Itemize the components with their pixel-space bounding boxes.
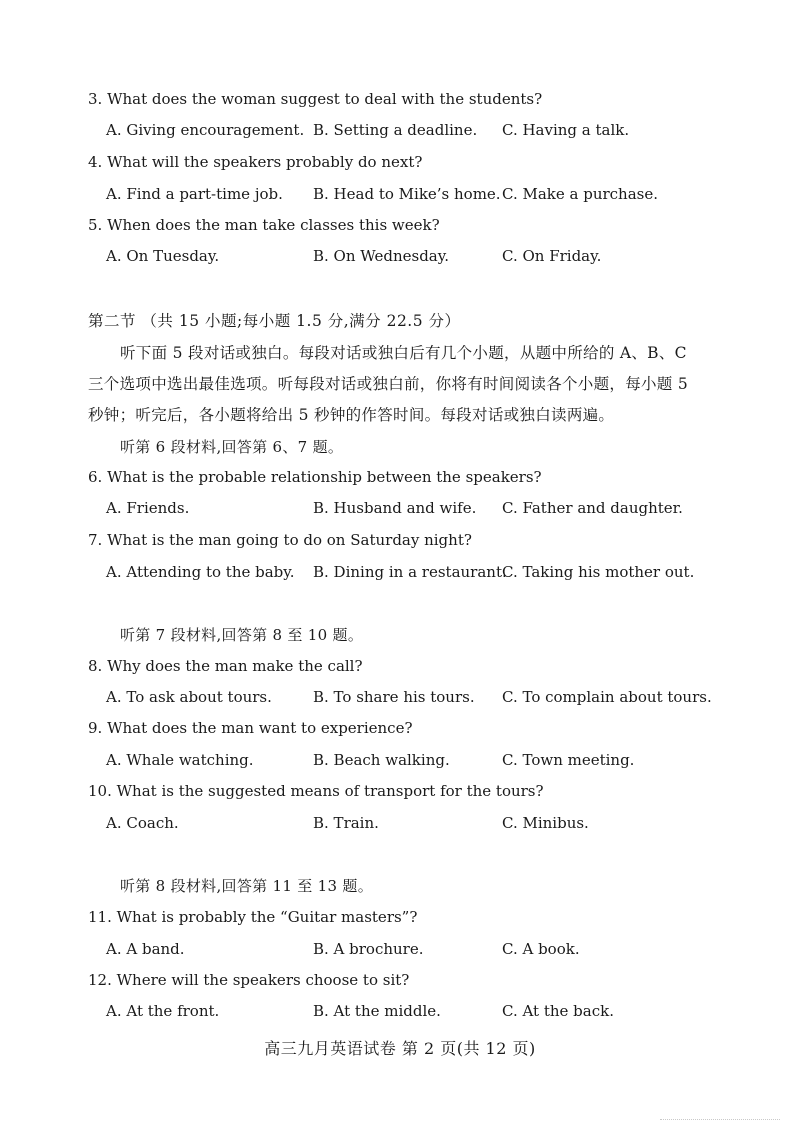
option-a: A. Whale watching. [106, 751, 254, 769]
option-c: C. On Friday. [502, 247, 602, 265]
option-c: C. Father and daughter. [502, 499, 683, 517]
option-b: B. At the middle. [313, 1002, 441, 1020]
option-b: B. Head to Mike’s home. [313, 185, 501, 203]
question-stem: 6. What is the probable relationship between the speakers? [88, 468, 542, 486]
instruction-line: 听下面 5 段对话或独白。每段对话或独白后有几个小题，从题中所给的 A、B、C [120, 344, 687, 362]
option-b: B. Dining in a restaurant. [313, 563, 507, 581]
material-label: 听第 8 段材料,回答第 11 至 13 题。 [120, 877, 373, 895]
question-options [106, 813, 746, 833]
option-a: A. Attending to the baby. [106, 563, 295, 581]
option-b: B. A brochure. [313, 940, 424, 958]
option-c: C. Make a purchase. [502, 185, 659, 203]
option-a: A. A band. [106, 940, 185, 958]
question-stem: 7. What is the man going to do on Saturday night? [88, 531, 472, 549]
option-b: B. Train. [313, 814, 379, 832]
option-a: A. Giving encouragement. [106, 121, 305, 139]
question-stem: 4. What will the speakers probably do next? [88, 153, 423, 171]
material-label: 听第 7 段材料,回答第 8 至 10 题。 [120, 626, 364, 644]
material-label: 听第 6 段材料,回答第 6、7 题。 [120, 438, 344, 456]
question-options [106, 184, 746, 204]
question-options [106, 246, 746, 266]
question-options [106, 750, 746, 770]
question-options [106, 498, 746, 518]
instruction-line: 秒钟；听完后，各小题将给出 5 秒钟的作答时间。每段对话或独白读两遍。 [88, 406, 615, 424]
question-options [106, 1001, 746, 1021]
page-footer: 高三九月英语试卷 第 2 页(共 12 页) [264, 1039, 536, 1058]
option-c: C. At the back. [502, 1002, 614, 1020]
instruction-line: 三个选项中选出最佳选项。听每段对话或独白前，你将有时间阅读各个小题，每小题 5 [88, 375, 688, 393]
question-stem: 9. What does the man want to experience? [88, 719, 413, 737]
option-c: C. A book. [502, 940, 580, 958]
option-a: A. To ask about tours. [106, 688, 272, 706]
scan-artifact [660, 1115, 780, 1120]
option-b: B. Setting a deadline. [313, 121, 478, 139]
option-c: C. Minibus. [502, 814, 589, 832]
question-stem: 5. When does the man take classes this week? [88, 216, 440, 234]
question-stem: 3. What does the woman suggest to deal with the students? [88, 90, 543, 108]
option-c: C. Town meeting. [502, 751, 635, 769]
question-stem: 12. Where will the speakers choose to sit? [88, 971, 410, 989]
question-options [106, 687, 746, 707]
option-a: A. Friends. [106, 499, 190, 517]
option-b: B. On Wednesday. [313, 247, 449, 265]
section-heading: 第二节 （共 15 小题;每小题 1.5 分,满分 22.5 分） [88, 312, 461, 330]
option-b: B. To share his tours. [313, 688, 475, 706]
option-a: A. Find a part-time job. [106, 185, 283, 203]
question-stem: 10. What is the suggested means of transport for the tours? [88, 782, 544, 800]
question-options [106, 939, 746, 959]
question-options [106, 562, 746, 582]
option-a: A. Coach. [106, 814, 179, 832]
option-a: A. At the front. [106, 1002, 220, 1020]
question-stem: 11. What is probably the “Guitar masters”? [88, 908, 418, 926]
option-c: C. Having a talk. [502, 121, 630, 139]
option-c: C. Taking his mother out. [502, 563, 695, 581]
question-stem: 8. Why does the man make the call? [88, 657, 363, 675]
question-options [106, 120, 746, 140]
option-c: C. To complain about tours. [502, 688, 712, 706]
option-a: A. On Tuesday. [106, 247, 220, 265]
option-b: B. Beach walking. [313, 751, 450, 769]
option-b: B. Husband and wife. [313, 499, 477, 517]
